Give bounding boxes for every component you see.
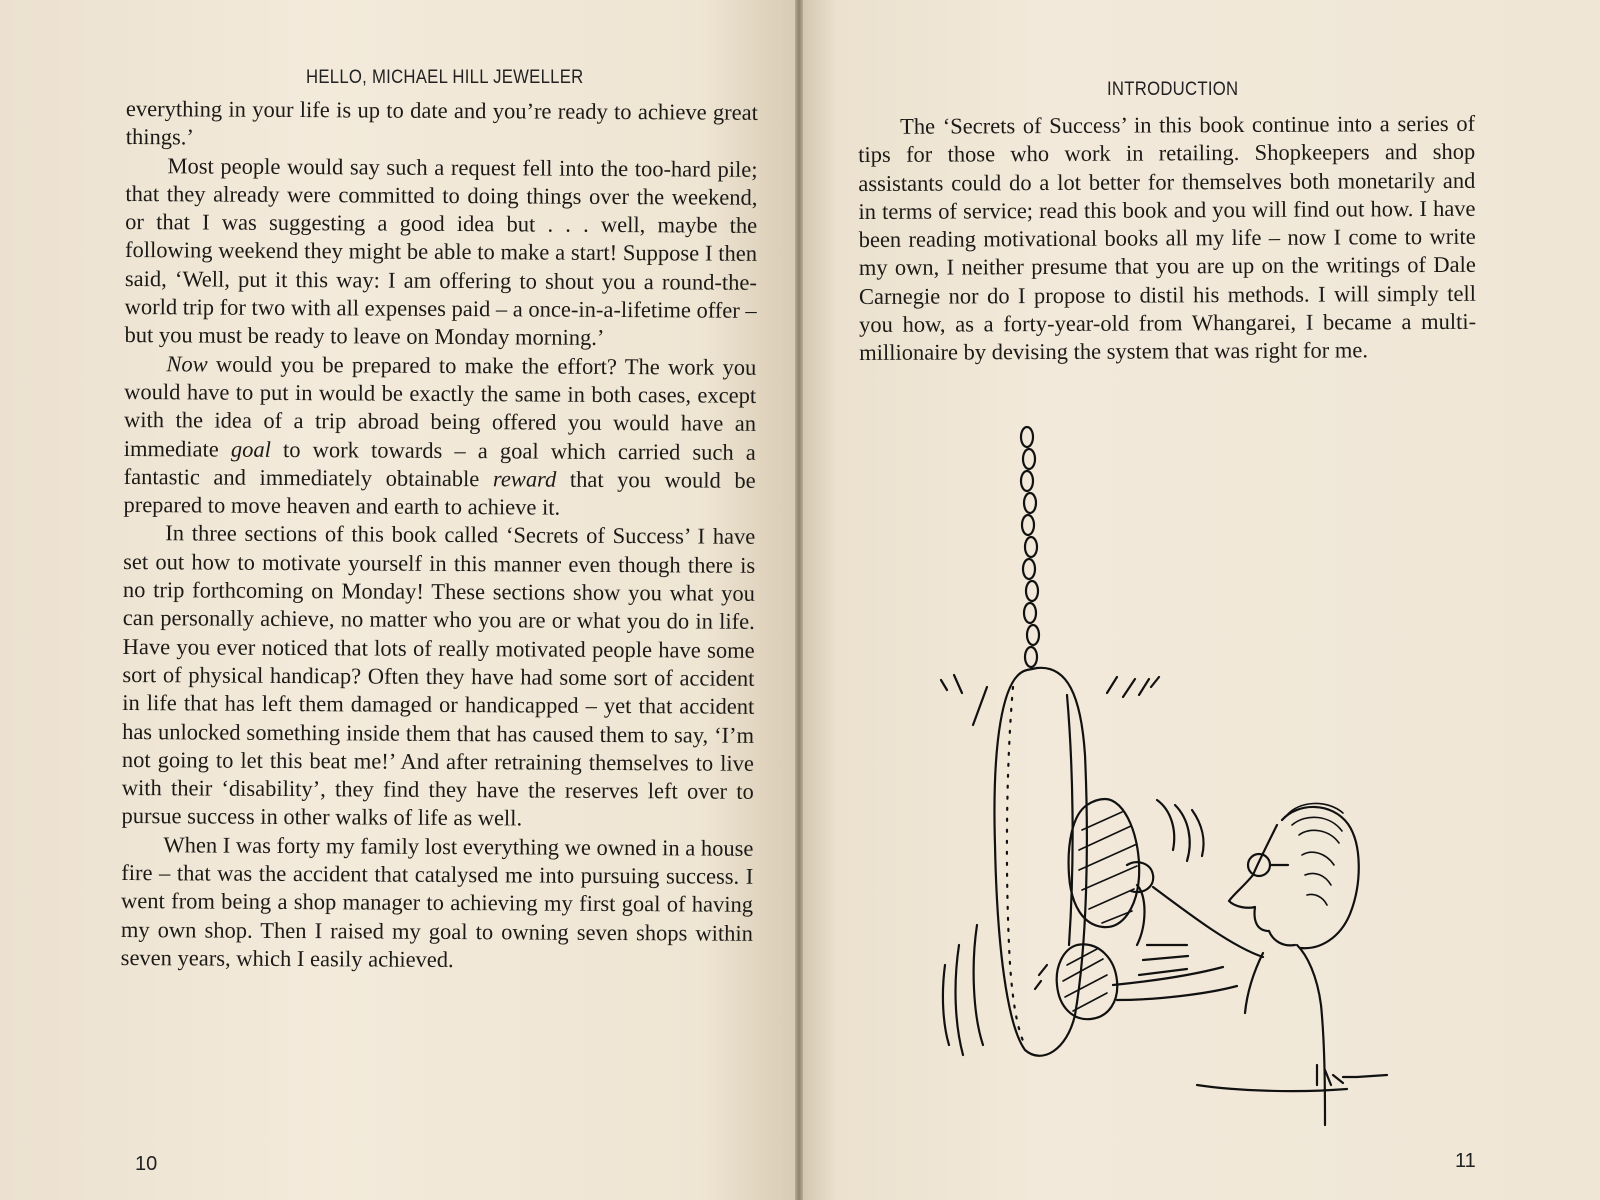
paragraph bbox=[123, 350, 756, 524]
paragraph-text: would you be prepared to make the effort? The work you would have to put in would be exactly the same in both cases, except with the idea of a trip abroad being offered you would have an immediate bbox=[123, 351, 757, 462]
left-page bbox=[0, 0, 797, 1200]
emphasis-reward: reward bbox=[492, 466, 557, 492]
paragraph: In three sections of this book called ‘Secrets of Success’ I have set out how to motivate yourself in this manner even though there is no trip forthcoming on Monday! These sections show you what you can personally achieve, no matter who you are or what you do in life. Have you ever noticed that lots of really motivated people have some sort of physical handicap? Often they have had some sort of accident in life that has left them damaged or handicapped – yet that accident has unlocked something inside them that has caused them to say, ‘I’m not going to let this beat me!’ And after retraining themselves to live with their ‘disability’, they find they have the reserves left over to pursue success in other walks of life as well. bbox=[121, 520, 756, 831]
cartoon-man-punching-bag-illustration bbox=[907, 425, 1417, 1135]
emphasis-goal: goal bbox=[230, 436, 272, 462]
paragraph-text: to work towards – a goal which carried such a fantastic and immediately obtainable bbox=[123, 436, 756, 492]
book-gutter bbox=[795, 0, 803, 1200]
running-head-right: INTRODUCTION bbox=[1107, 79, 1239, 100]
paragraph: The ‘Secrets of Success’ in this book continue into a series of tips for those who work in retailing. Shopkeepers and shop assistants could do a lot better for themselves both monetarily and in terms of service; read this book and you will find out how. I have been reading motivational books all my life – now I come to write my own, I neither presume that you are up on the writings of Dale Carnegie nor do I propose to distil his methods. I will simply tell you how, as a forty-year-old from Whangarei, I became a multi-millionaire by devising the system that was right for me. bbox=[858, 110, 1477, 366]
punching-bag-illustration bbox=[994, 668, 1086, 1056]
page-number-right: 11 bbox=[1455, 1150, 1476, 1172]
paragraph: When I was forty my family lost everything we owned in a house fire – that was the accident that catalysed me into pursuing success. I went from being a shop manager to achieving my first goal of having my own shop. Then I raised my goal to owning seven shops within seven years, which I easily achieved. bbox=[120, 831, 754, 972]
paragraph: Most people would say such a request fell into the too-hard pile; that they already were committed to doing things over the weekend, or that I was suggesting a good idea but . . . well, maybe the following weekend they might be able to make a start! Suppose I then said, ‘Well, put it this way: I am offering to shout you a round-the-world trip for two with all expenses paid – a once-in-a-lifetime offer – but you must be ready to leave on Monday morning.’ bbox=[124, 152, 758, 351]
running-head-left: HELLO, MICHAEL HILL JEWELLER bbox=[306, 67, 584, 88]
paragraph: everything in your life is up to date and you’re ready to achieve great things.’ bbox=[125, 95, 758, 150]
right-page-text bbox=[858, 110, 1476, 368]
right-page bbox=[797, 0, 1600, 1200]
boxing-glove-icon bbox=[1057, 944, 1118, 1019]
page-number-left: 10 bbox=[135, 1153, 158, 1175]
man-head-illustration bbox=[1229, 803, 1359, 948]
boxing-glove-icon bbox=[1069, 799, 1154, 945]
emphasis-now: Now bbox=[166, 350, 208, 377]
paragraph-text: that you would be prepared to move heaven and earth to achieve it. bbox=[123, 466, 756, 520]
left-page-text bbox=[121, 95, 758, 976]
chain-illustration bbox=[1021, 427, 1039, 667]
